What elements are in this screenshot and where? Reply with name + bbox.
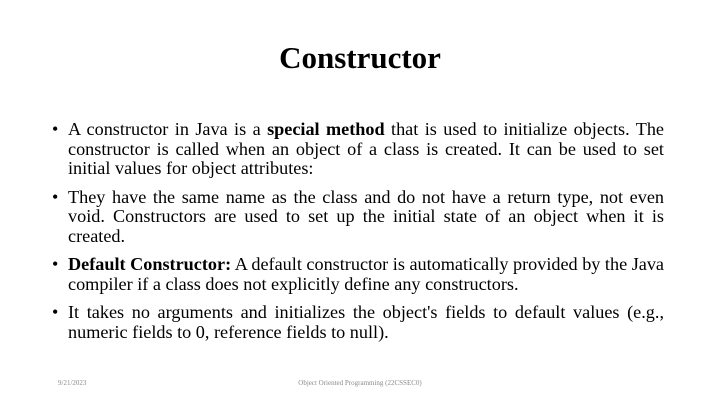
bullet-bold-text: special method <box>267 119 385 139</box>
bullet-marker: • <box>52 254 59 274</box>
footer-date: 9/21/2023 <box>58 379 87 387</box>
bullet-item <box>52 120 664 179</box>
bullet-marker: • <box>52 302 59 322</box>
bullet-text: They have the same name as the class and do not have a return type, not even void. Constructors are used to set up the initial state of an object when it is created. <box>68 186 664 246</box>
bullet-text: It takes no arguments and initializes the object's fields to default values (e.g., numeric fields to 0, reference fields to null). <box>68 302 664 342</box>
bullet-marker: • <box>52 119 59 139</box>
bullet-text: that is used to initialize objects. The constructor is called when an object of a class is created. It can be used to set initial values for object attributes: <box>68 119 664 178</box>
bullet-marker: • <box>52 186 59 207</box>
footer-course: Object Oriented Programming (22CSSEC0) <box>298 379 422 387</box>
bullet-bold-text: Default Constructor: <box>68 254 232 274</box>
bullet-text: A constructor in Java is a <box>68 119 268 139</box>
bullet-item <box>52 255 664 294</box>
bullet-list <box>52 120 664 351</box>
slide-title: Constructor <box>279 40 441 75</box>
bullet-item <box>52 303 664 342</box>
bullet-text: A default constructor is automatically provided by the Java compiler if a class does not explicitly define any constructors. <box>68 254 665 294</box>
bullet-item <box>52 188 664 247</box>
